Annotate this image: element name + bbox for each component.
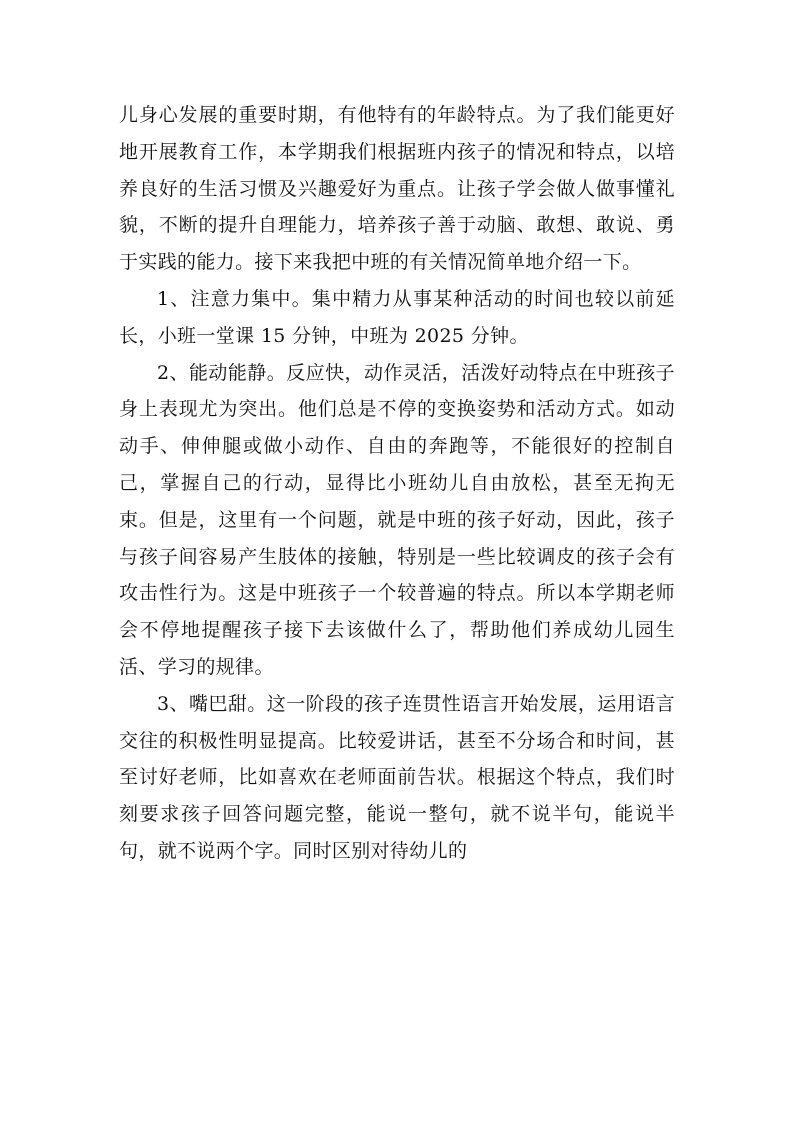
paragraph-point-1: 1、注意力集中。集中精力从事某种活动的时间也较以前延长，小班一堂课 15 分钟，中班为 2025 分钟。 [119,287,675,347]
paragraph-point-2: 2、能动能静。反应快，动作灵活，活泼好动特点在中班孩子身上表现尤为突出。他们总是不停的变换姿势和活动方式。如动动手、伸伸腿或做小动作、自由的奔跑等，不能很好的控制自己，掌握自己的行动，显得比小班幼儿自由放松，甚至无拘无束。但是，这里有一个问题，就是中班的孩子好动，因此，孩子与孩子间容易产生肢体的接触，特别是一些比较调皮的孩子会有攻击性行为。这是中班孩子一个较普遍的特点。所以本学期老师会不停地提醒孩子接下去该做什么了，帮助他们养成幼儿园生活、学习的规律。 [119,361,675,678]
paragraph-intro-continued: 儿身心发展的重要时期，有他特有的年龄特点。为了我们能更好地开展教育工作，本学期我们根据班内孩子的情况和特点，以培养良好的生活习惯及兴趣爱好为重点。让孩子学会做人做事懂礼貌，不断的提升自理能力，培养孩子善于动脑、敢想、敢说、勇于实践的能力。接下来我把中班的有关情况简单地介绍一下。 [119,104,675,274]
document-page [119,97,675,870]
paragraph-point-3: 3、嘴巴甜。这一阶段的孩子连贯性语言开始发展，运用语言交往的积极性明显提高。比较爱讲话，甚至不分场合和时间，甚至讨好老师，比如喜欢在老师面前告状。根据这个特点，我们时刻要求孩子回答问题完整，能说一整句，就不说半句，能说半句，就不说两个字。同时区别对待幼儿的 [119,692,675,862]
